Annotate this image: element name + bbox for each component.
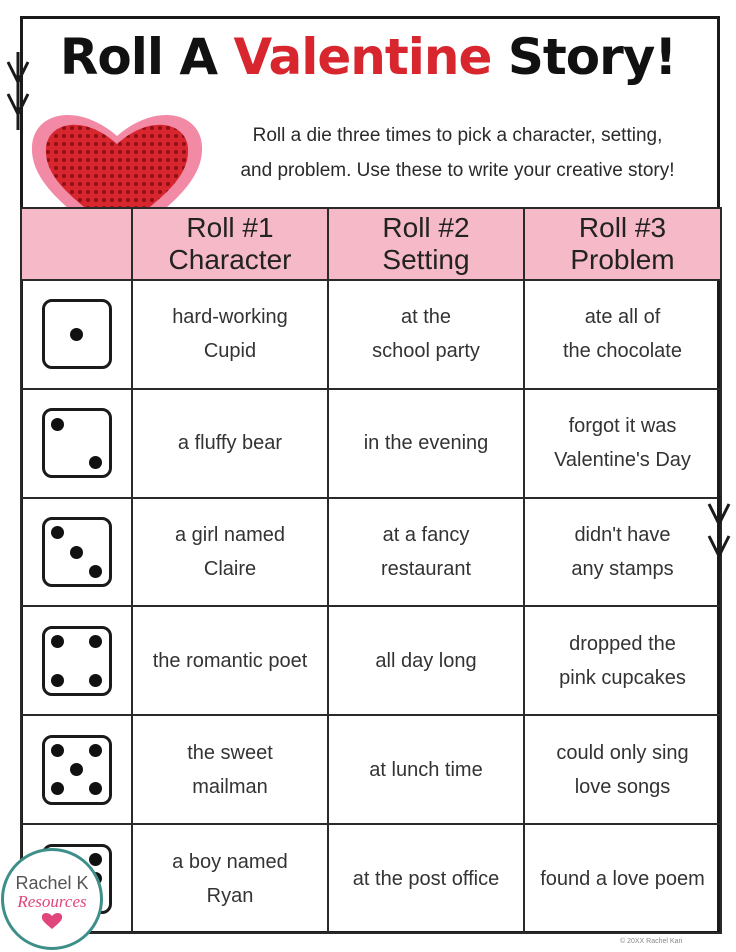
die-cell xyxy=(21,389,132,498)
table-row xyxy=(21,606,721,715)
instructions-line1: Roll a die three times to pick a character, setting, xyxy=(252,125,663,146)
setting-text: at lunch time xyxy=(369,758,483,781)
die-cell xyxy=(21,280,132,389)
die-pip xyxy=(70,328,83,341)
setting-text: in the evening xyxy=(363,432,489,455)
setting-cell xyxy=(328,498,524,607)
die-pip xyxy=(89,565,102,578)
problem-text: pink cupcakes xyxy=(559,666,686,689)
die-pip xyxy=(89,782,102,795)
character-text: Ryan xyxy=(206,884,254,907)
problem-cell xyxy=(524,715,721,824)
logo-heart-icon xyxy=(41,912,63,930)
setting-text: school party xyxy=(372,340,480,363)
die-face-4-icon xyxy=(42,626,112,696)
arrow-down-right-icon xyxy=(706,496,732,574)
die-cell xyxy=(21,498,132,607)
die-pip xyxy=(51,782,64,795)
setting-cell xyxy=(328,715,524,824)
die-pip xyxy=(51,526,64,539)
header-roll-label: Roll #3 xyxy=(578,212,667,243)
die-pip xyxy=(89,853,102,866)
setting-cell xyxy=(328,824,524,933)
die-face-3-icon xyxy=(42,517,112,587)
setting-text: at the xyxy=(400,306,452,329)
story-table xyxy=(20,207,722,934)
header-column-name: Setting xyxy=(382,244,470,275)
problem-text: any stamps xyxy=(571,558,674,581)
setting-text: at a fancy xyxy=(382,524,470,547)
problem-text: Valentine's Day xyxy=(554,449,691,472)
setting-text: at the post office xyxy=(352,867,500,890)
character-text: Cupid xyxy=(203,340,257,363)
die-pip xyxy=(51,635,64,648)
header-problem xyxy=(524,208,721,280)
header-column-name: Character xyxy=(168,244,292,275)
die-pip xyxy=(51,418,64,431)
header-roll-label: Roll #2 xyxy=(382,212,470,243)
instructions xyxy=(200,118,715,188)
logo-line2: Resources xyxy=(17,892,87,911)
problem-cell xyxy=(524,280,721,389)
header-setting xyxy=(328,208,524,280)
character-text: mailman xyxy=(192,775,268,798)
table-row xyxy=(21,715,721,824)
copyright-text: © 20XX Rachel Kari xyxy=(620,938,683,945)
die-face-1-icon xyxy=(42,299,112,369)
header-column-name: Problem xyxy=(570,244,675,275)
instructions-line2: and problem. Use these to write your creative story! xyxy=(240,160,675,181)
character-text: hard-working xyxy=(172,306,288,329)
character-text: a girl named xyxy=(174,524,286,547)
table-row xyxy=(21,498,721,607)
page-title xyxy=(0,28,736,86)
setting-cell xyxy=(328,389,524,498)
die-pip xyxy=(70,763,83,776)
problem-cell xyxy=(524,606,721,715)
die-pip xyxy=(89,456,102,469)
title-accent: Valentine xyxy=(233,28,492,86)
character-cell xyxy=(132,606,328,715)
character-cell xyxy=(132,280,328,389)
character-text: a boy named xyxy=(172,850,288,873)
problem-cell xyxy=(524,824,721,933)
character-cell xyxy=(132,715,328,824)
die-pip xyxy=(70,546,83,559)
character-text: Claire xyxy=(203,558,257,581)
die-pip xyxy=(51,744,64,757)
character-cell xyxy=(132,389,328,498)
setting-cell xyxy=(328,606,524,715)
setting-text: all day long xyxy=(375,649,477,672)
die-cell xyxy=(21,606,132,715)
brand-logo xyxy=(1,848,103,950)
character-cell xyxy=(132,498,328,607)
table-row xyxy=(21,824,721,933)
die-cell xyxy=(21,715,132,824)
header-row xyxy=(21,208,721,280)
problem-cell xyxy=(524,389,721,498)
problem-text: could only sing xyxy=(556,741,689,764)
die-face-5-icon xyxy=(42,735,112,805)
problem-text: didn't have xyxy=(574,524,671,547)
die-face-2-icon xyxy=(42,408,112,478)
header-character xyxy=(132,208,328,280)
setting-cell xyxy=(328,280,524,389)
problem-text: forgot it was xyxy=(568,415,677,438)
problem-text: love songs xyxy=(574,775,671,798)
character-cell xyxy=(132,824,328,933)
header-corner xyxy=(21,208,132,280)
logo-line1: Rachel K xyxy=(15,873,89,893)
table-row xyxy=(21,389,721,498)
problem-text: ate all of xyxy=(584,306,661,329)
character-text: the romantic poet xyxy=(152,649,308,672)
header-roll-label: Roll #1 xyxy=(186,212,274,243)
problem-cell xyxy=(524,498,721,607)
table-row xyxy=(21,280,721,389)
die-pip xyxy=(89,674,102,687)
die-pip xyxy=(51,674,64,687)
die-pip xyxy=(89,744,102,757)
title-part2: Story! xyxy=(491,28,677,86)
die-pip xyxy=(89,635,102,648)
character-text: a fluffy bear xyxy=(177,432,283,455)
setting-text: restaurant xyxy=(380,558,472,581)
problem-text: the chocolate xyxy=(563,340,682,363)
character-text: the sweet xyxy=(187,741,273,764)
title-part1: Roll A xyxy=(59,28,234,86)
problem-text: dropped the xyxy=(569,632,676,655)
problem-text: found a love poem xyxy=(540,867,705,890)
